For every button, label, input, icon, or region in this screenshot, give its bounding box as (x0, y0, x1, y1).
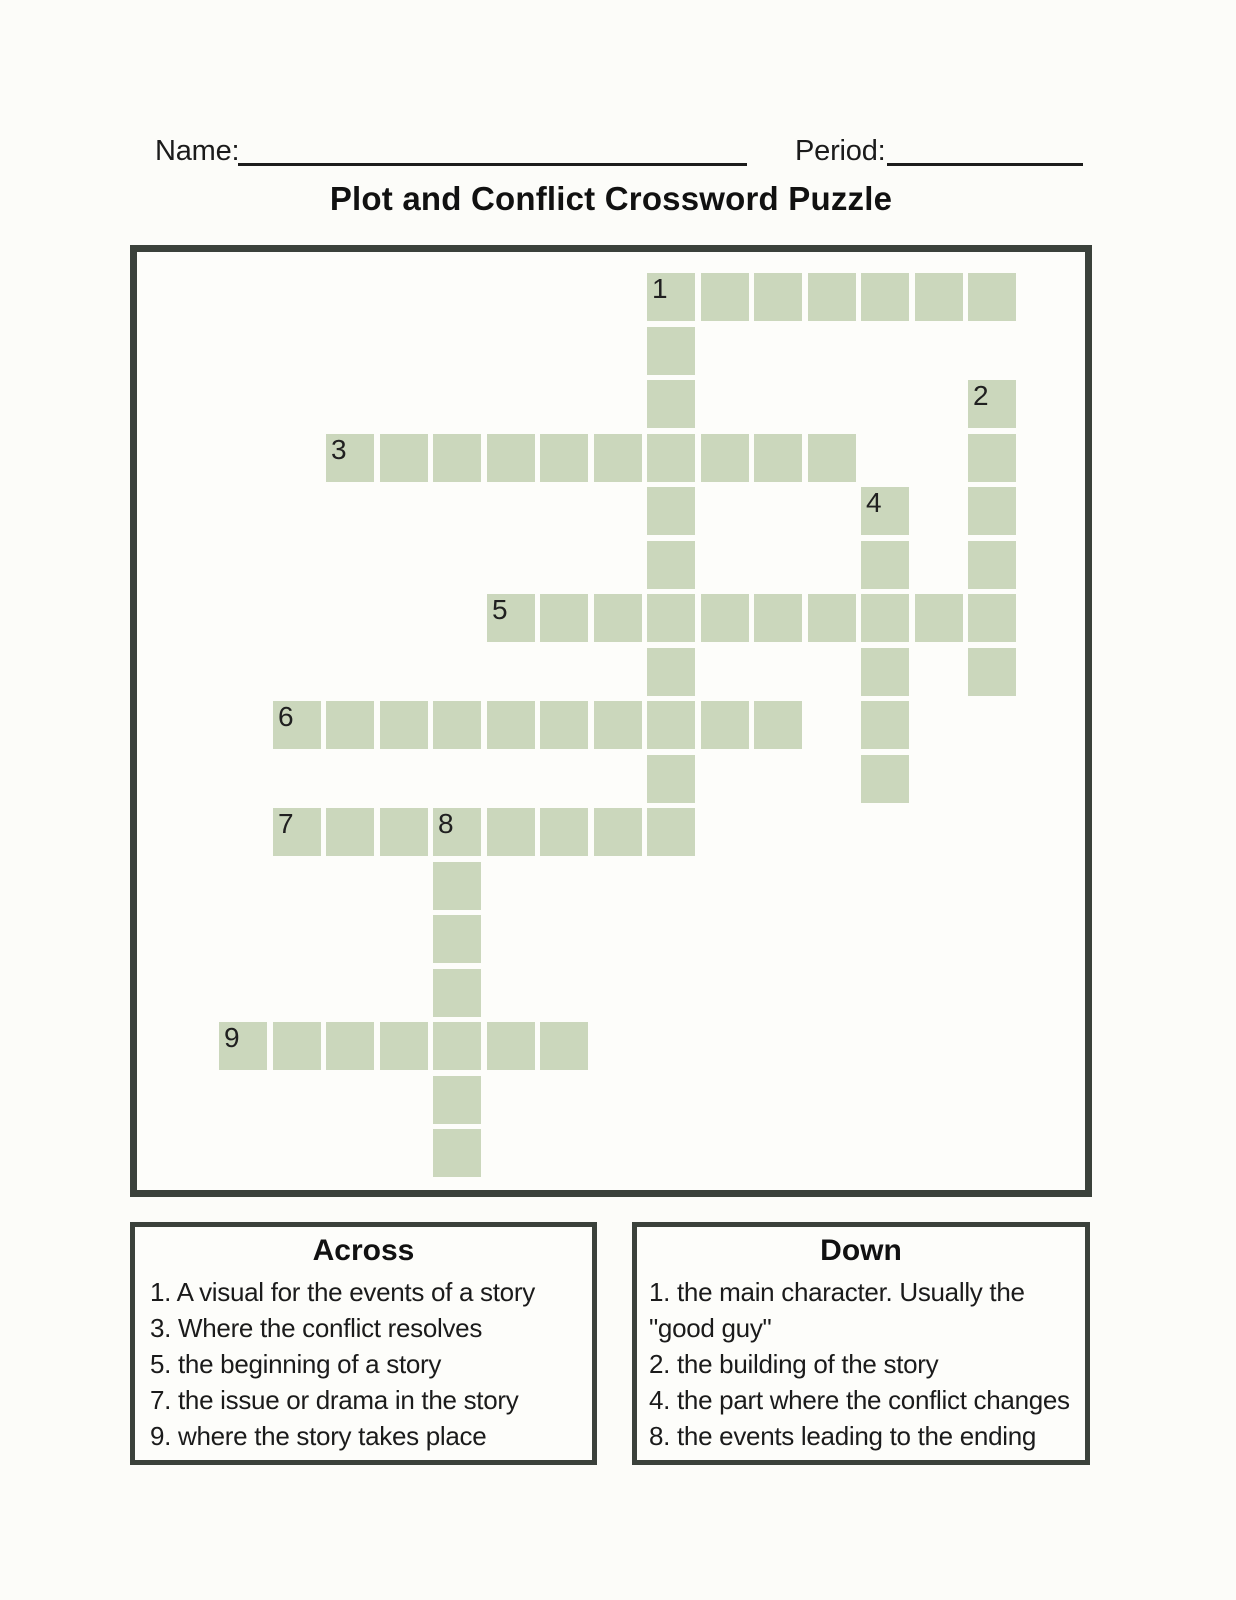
crossword-cell[interactable] (433, 434, 481, 482)
cell-number: 6 (278, 701, 294, 732)
crossword-cell[interactable] (433, 969, 481, 1017)
crossword-cell[interactable] (380, 808, 428, 856)
clue-item: 9. where the story takes place (150, 1421, 487, 1451)
crossword-cell[interactable] (647, 273, 695, 321)
cell-number: 8 (438, 808, 454, 839)
crossword-cell[interactable] (861, 487, 909, 535)
crossword-cell[interactable] (594, 434, 642, 482)
crossword-cell[interactable] (433, 1022, 481, 1070)
down-clues-box (632, 1222, 1090, 1465)
crossword-cell[interactable] (487, 808, 535, 856)
crossword-cell[interactable] (754, 594, 802, 642)
crossword-cell[interactable] (540, 808, 588, 856)
clue-item: 2. the building of the story (649, 1349, 939, 1379)
crossword-cell[interactable] (487, 701, 535, 749)
crossword-cell[interactable] (433, 1129, 481, 1177)
cell-number: 2 (973, 380, 989, 411)
clue-item: 3. Where the conflict resolves (150, 1313, 483, 1343)
clue-item: 7. the issue or drama in the story (150, 1385, 519, 1415)
cell-number: 4 (866, 487, 882, 518)
crossword-cell[interactable] (326, 1022, 374, 1070)
clue-item: 1. the main character. Usually the "good guy" (649, 1277, 1025, 1343)
clue-item: 8. the events leading to the ending (649, 1421, 1037, 1451)
crossword-cell[interactable] (647, 755, 695, 803)
crossword-cell[interactable] (701, 594, 749, 642)
crossword-cell[interactable] (487, 1022, 535, 1070)
crossword-cell[interactable] (808, 273, 856, 321)
crossword-cell[interactable] (861, 273, 909, 321)
across-title: Across (312, 1234, 415, 1267)
cell-number: 9 (224, 1022, 240, 1053)
crossword-cell[interactable] (433, 862, 481, 910)
crossword-cell[interactable] (861, 648, 909, 696)
crossword-cell[interactable] (647, 648, 695, 696)
crossword-cell[interactable] (273, 701, 321, 749)
crossword-cell[interactable] (433, 808, 481, 856)
crossword-cell[interactable] (754, 434, 802, 482)
crossword-cell[interactable] (754, 701, 802, 749)
crossword-cell[interactable] (326, 434, 374, 482)
crossword-cell[interactable] (647, 487, 695, 535)
crossword-cell[interactable] (647, 808, 695, 856)
crossword-cell[interactable] (701, 434, 749, 482)
name-label: Name: (155, 135, 240, 167)
crossword-cell[interactable] (861, 701, 909, 749)
crossword-cell[interactable] (968, 434, 1016, 482)
page-title: Plot and Conflict Crossword Puzzle (329, 180, 893, 217)
crossword-cell[interactable] (647, 380, 695, 428)
crossword-cell[interactable] (808, 434, 856, 482)
crossword-cell[interactable] (808, 594, 856, 642)
crossword-cell[interactable] (968, 648, 1016, 696)
crossword-cell[interactable] (487, 434, 535, 482)
crossword-cell[interactable] (754, 273, 802, 321)
crossword-cell[interactable] (968, 594, 1016, 642)
crossword-cell[interactable] (380, 1022, 428, 1070)
crossword-cell[interactable] (915, 273, 963, 321)
cell-number: 5 (492, 594, 508, 625)
crossword-cell[interactable] (433, 1076, 481, 1124)
crossword-cell[interactable] (968, 273, 1016, 321)
cell-number: 3 (331, 434, 347, 465)
name-input-line[interactable] (238, 163, 747, 166)
across-clues-box (130, 1222, 597, 1465)
crossword-cell[interactable] (487, 594, 535, 642)
crossword-cell[interactable] (380, 434, 428, 482)
crossword-cell[interactable] (273, 1022, 321, 1070)
clue-item: 4. the part where the conflict changes (649, 1385, 1070, 1415)
down-clue-list (637, 1274, 1085, 1454)
clue-item: 1. A visual for the events of a story (150, 1277, 535, 1307)
crossword-cell[interactable] (861, 541, 909, 589)
crossword-cell[interactable] (433, 701, 481, 749)
crossword-cell[interactable] (540, 594, 588, 642)
crossword-cell[interactable] (647, 701, 695, 749)
crossword-cell[interactable] (594, 808, 642, 856)
down-title: Down (820, 1234, 902, 1267)
cell-number: 1 (652, 273, 668, 304)
clue-item: 5. the beginning of a story (150, 1349, 442, 1379)
crossword-cell[interactable] (540, 1022, 588, 1070)
crossword-cell[interactable] (861, 755, 909, 803)
crossword-cell[interactable] (273, 808, 321, 856)
crossword-cell[interactable] (861, 594, 909, 642)
crossword-cell[interactable] (968, 380, 1016, 428)
across-clue-list (135, 1274, 592, 1454)
crossword-cell[interactable] (915, 594, 963, 642)
crossword-cell[interactable] (647, 434, 695, 482)
crossword-cell[interactable] (219, 1022, 267, 1070)
cell-number: 7 (278, 808, 294, 839)
crossword-cell[interactable] (380, 701, 428, 749)
crossword-cell[interactable] (968, 541, 1016, 589)
crossword-cell[interactable] (540, 434, 588, 482)
crossword-grid (130, 245, 1092, 1197)
crossword-cell[interactable] (647, 327, 695, 375)
crossword-cell[interactable] (433, 915, 481, 963)
period-label: Period: (795, 135, 886, 167)
crossword-cell[interactable] (326, 701, 374, 749)
crossword-cell[interactable] (647, 541, 695, 589)
crossword-cell[interactable] (701, 273, 749, 321)
period-input-line[interactable] (887, 163, 1083, 166)
crossword-cell[interactable] (326, 808, 374, 856)
crossword-cell[interactable] (594, 701, 642, 749)
crossword-cell[interactable] (701, 701, 749, 749)
crossword-cell[interactable] (647, 594, 695, 642)
crossword-cell[interactable] (968, 487, 1016, 535)
crossword-cell[interactable] (540, 701, 588, 749)
crossword-cell[interactable] (594, 594, 642, 642)
